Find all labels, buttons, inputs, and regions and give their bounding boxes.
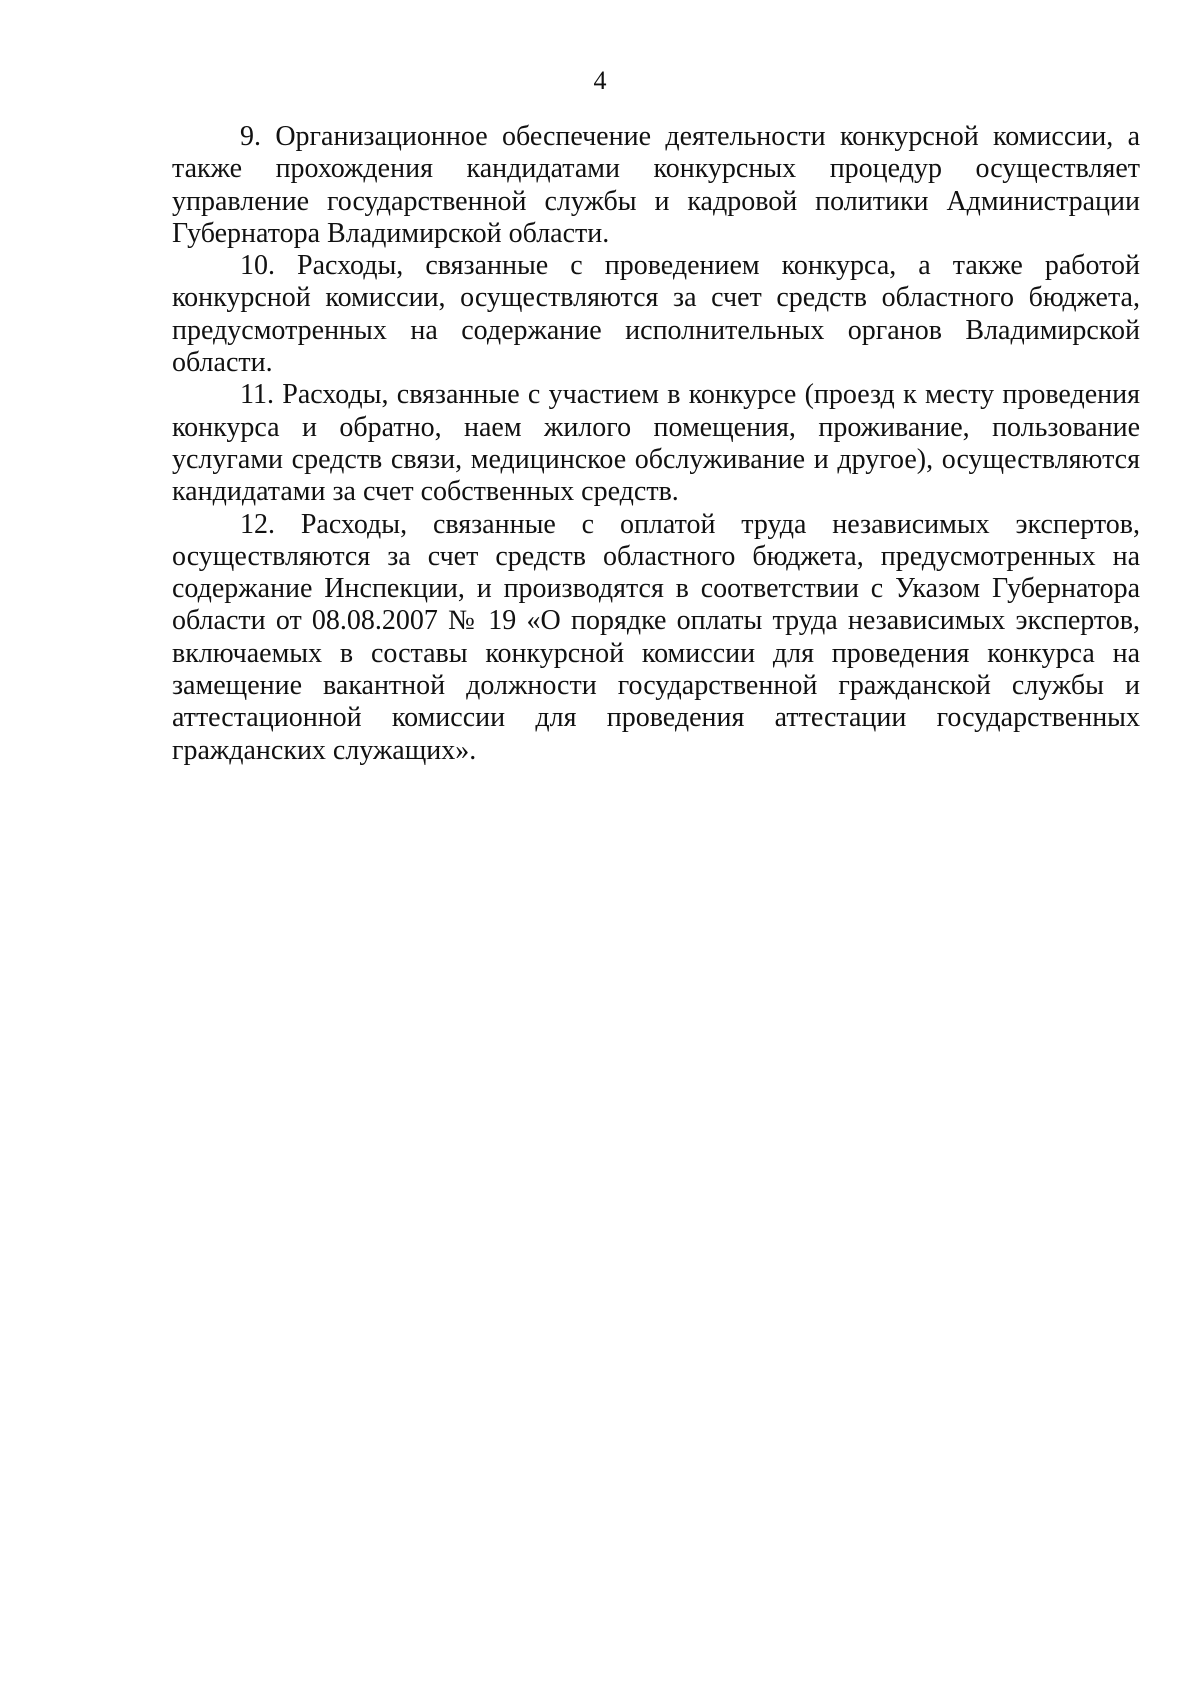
paragraph-11: 11. Расходы, связанные с участием в конкурсе (проезд к месту проведения конкурса и обратно, наем жилого помещения, проживание, пользование услугами средств связи, медицинское обслуживание и другое), осуществляются кандидатами за счет собственных средств. (172, 379, 1140, 508)
document-body (172, 121, 1140, 767)
paragraph-12: 12. Расходы, связанные с оплатой труда независимых экспертов, осуществляются за счет средств областного бюджета, предусмотренных на содержание Инспекции, и производятся в соответствии с Указом Губернатора области от 08.08.2007 № 19 «О порядке оплаты труда независимых экспертов, включаемых в составы конкурсной комиссии для проведения конкурса на замещение вакантной должности государственной гражданской службы и аттестационной комиссии для проведения аттестации государственных гражданских служащих». (172, 508, 1140, 766)
page-number: 4 (593, 66, 607, 95)
paragraph-10: 10. Расходы, связанные с проведением конкурса, а также работой конкурсной комиссии, осуществляются за счет средств областного бюджета, предусмотренных на содержание исполнительных органов Владимирской области. (172, 250, 1140, 379)
paragraph-9: 9. Организационное обеспечение деятельности конкурсной комиссии, а также прохождения кандидатами конкурсных процедур осуществляет управление государственной службы и кадровой политики Администрации Губернатора Владимирской области. (172, 121, 1140, 249)
